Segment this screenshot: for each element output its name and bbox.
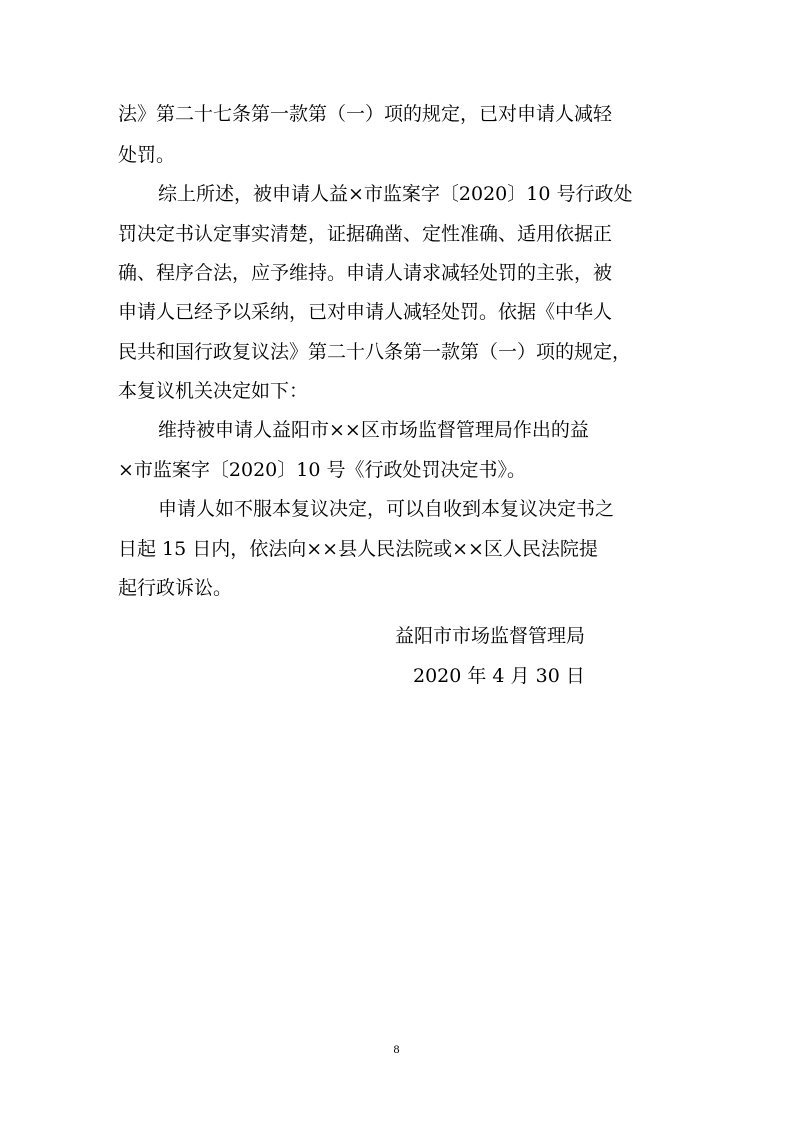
paragraph-line: 罚决定书认定事实清楚，证据确凿、定性准确、适用依据正: [118, 223, 613, 245]
paragraph-line: 申请人已经予以采纳，已对申请人减轻处罚。依据《中华人: [118, 301, 613, 323]
paragraph-line: 综上所述，被申请人益×市监案字〔2020〕10 号行政处: [158, 183, 633, 205]
paragraph-line: 起行政诉讼。: [118, 577, 233, 599]
paragraph-line: 维持被申请人益阳市××区市场监督管理局作出的益: [158, 419, 589, 441]
page-number: 8: [393, 1042, 400, 1056]
paragraph-line: 法》第二十七条第一款第（一）项的规定，已对申请人减轻: [118, 103, 613, 125]
paragraph-line: 申请人如不服本复议决定，可以自收到本复议决定书之: [158, 498, 615, 520]
signature-organization: 益阳市市场监督管理局: [395, 625, 586, 647]
paragraph-line: ×市监案字〔2020〕10 号《行政处罚决定书》。: [118, 459, 526, 481]
paragraph-line: 民共和国行政复议法》第二十八条第一款第（一）项的规定，: [118, 341, 632, 363]
paragraph-line: 处罚。: [118, 144, 176, 166]
paragraph-line: 日起 15 日内，依法向××县人民法院或××区人民法院提: [118, 538, 598, 560]
signature-date: 2020 年 4 月 30 日: [413, 665, 585, 687]
paragraph-line: 确、程序合法，应予维持。申请人请求减轻处罚的主张，被: [118, 262, 613, 284]
paragraph-line: 本复议机关决定如下：: [118, 380, 309, 402]
